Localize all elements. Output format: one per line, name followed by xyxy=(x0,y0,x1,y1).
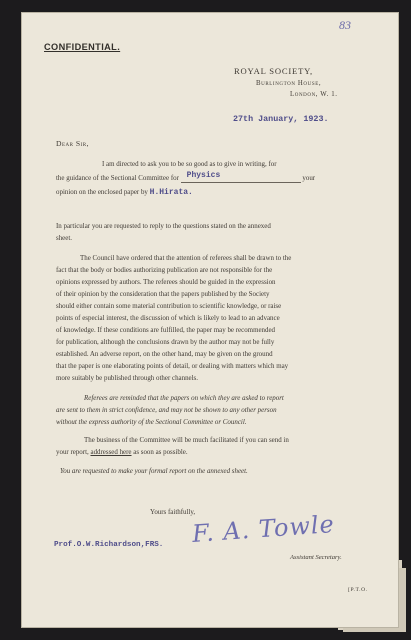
council-line: more suitably be published through other channels. xyxy=(56,374,198,382)
request-line-2: sheet. xyxy=(56,234,72,242)
intro-line-3-prefix: opinion on the enclosed paper by xyxy=(56,188,148,196)
closing: Yours faithfully, xyxy=(150,508,196,516)
business-suffix: as soon as possible. xyxy=(133,448,188,456)
confidential-heading: CONFIDENTIAL. xyxy=(44,42,121,52)
recipient-name: Prof.O.W.Richardson,FRS. xyxy=(54,541,164,549)
subject-field xyxy=(181,171,301,183)
signatory-title: Assistant Secretary. xyxy=(290,554,342,561)
author-name: H.Hirata. xyxy=(149,188,193,197)
request-line-1: In particular you are requested to reply to the questions stated on the annexed xyxy=(56,222,271,230)
subject-value: Physics xyxy=(186,171,221,180)
organization-name: ROYAL SOCIETY, xyxy=(234,66,313,76)
intro-line-1: I am directed to ask you to be so good as to give in writing, for xyxy=(102,160,277,168)
council-line: The Council have ordered that the attention of referees shall be drawn to the xyxy=(80,254,292,262)
letter-date: 27th January, 1923. xyxy=(233,114,329,124)
council-line: of knowledge. If these conditions are fulfilled, the paper may be recommended xyxy=(56,326,276,334)
formal-report-request: You are requested to make your formal report on the annexed sheet. xyxy=(60,467,248,475)
council-line: fact that the body or bodies authorizing publication are not responsible for the xyxy=(56,266,273,274)
council-line: for publication, although the conclusions drawn by the author may not be fully xyxy=(56,338,275,346)
address-line-1: Burlington House, xyxy=(256,80,322,87)
referees-note-line: Referees are reminded that the papers on which they are asked to report xyxy=(84,394,284,402)
business-prefix: your report, xyxy=(56,448,89,456)
business-line-1: The business of the Committee will be much facilitated if you can send in xyxy=(84,436,289,444)
intro-line-2 xyxy=(56,171,316,183)
salutation: Dear Sir, xyxy=(56,139,90,148)
intro-line-2-prefix: the guidance of the Sectional Committee for xyxy=(56,174,179,182)
pto-note: [P.T.O. xyxy=(348,587,368,593)
intro-line-2-suffix: your xyxy=(302,174,316,182)
business-line-2 xyxy=(56,449,188,456)
council-line: of their opinion by the consideration that the papers published by the Society xyxy=(56,290,270,298)
council-line: should either contain some material contribution to scientific knowledge, or raise xyxy=(56,302,282,310)
signature: F. A. Towle xyxy=(191,510,336,548)
referees-note-line: without the express authority of the Sectional Committee or Council. xyxy=(56,418,247,426)
council-line: that the paper is one elaborating points of detail, or dealing with matters which may xyxy=(56,362,289,370)
referees-note-line: are sent to them in strict confidence, and may not be shown to any other person xyxy=(56,406,277,414)
address-line-2: London, W. 1. xyxy=(290,91,338,98)
council-line: opinions expressed by authors. The referees should be guided in the expression xyxy=(56,278,276,286)
address-note: addressed here xyxy=(90,448,132,456)
page-number: 83 xyxy=(339,18,351,32)
council-line: points of especial interest, the discussion of which is likely to lead to an advance xyxy=(56,314,280,322)
council-line: established. An adverse report, on the other hand, may be given on the ground xyxy=(56,350,273,358)
intro-line-3 xyxy=(56,189,193,197)
